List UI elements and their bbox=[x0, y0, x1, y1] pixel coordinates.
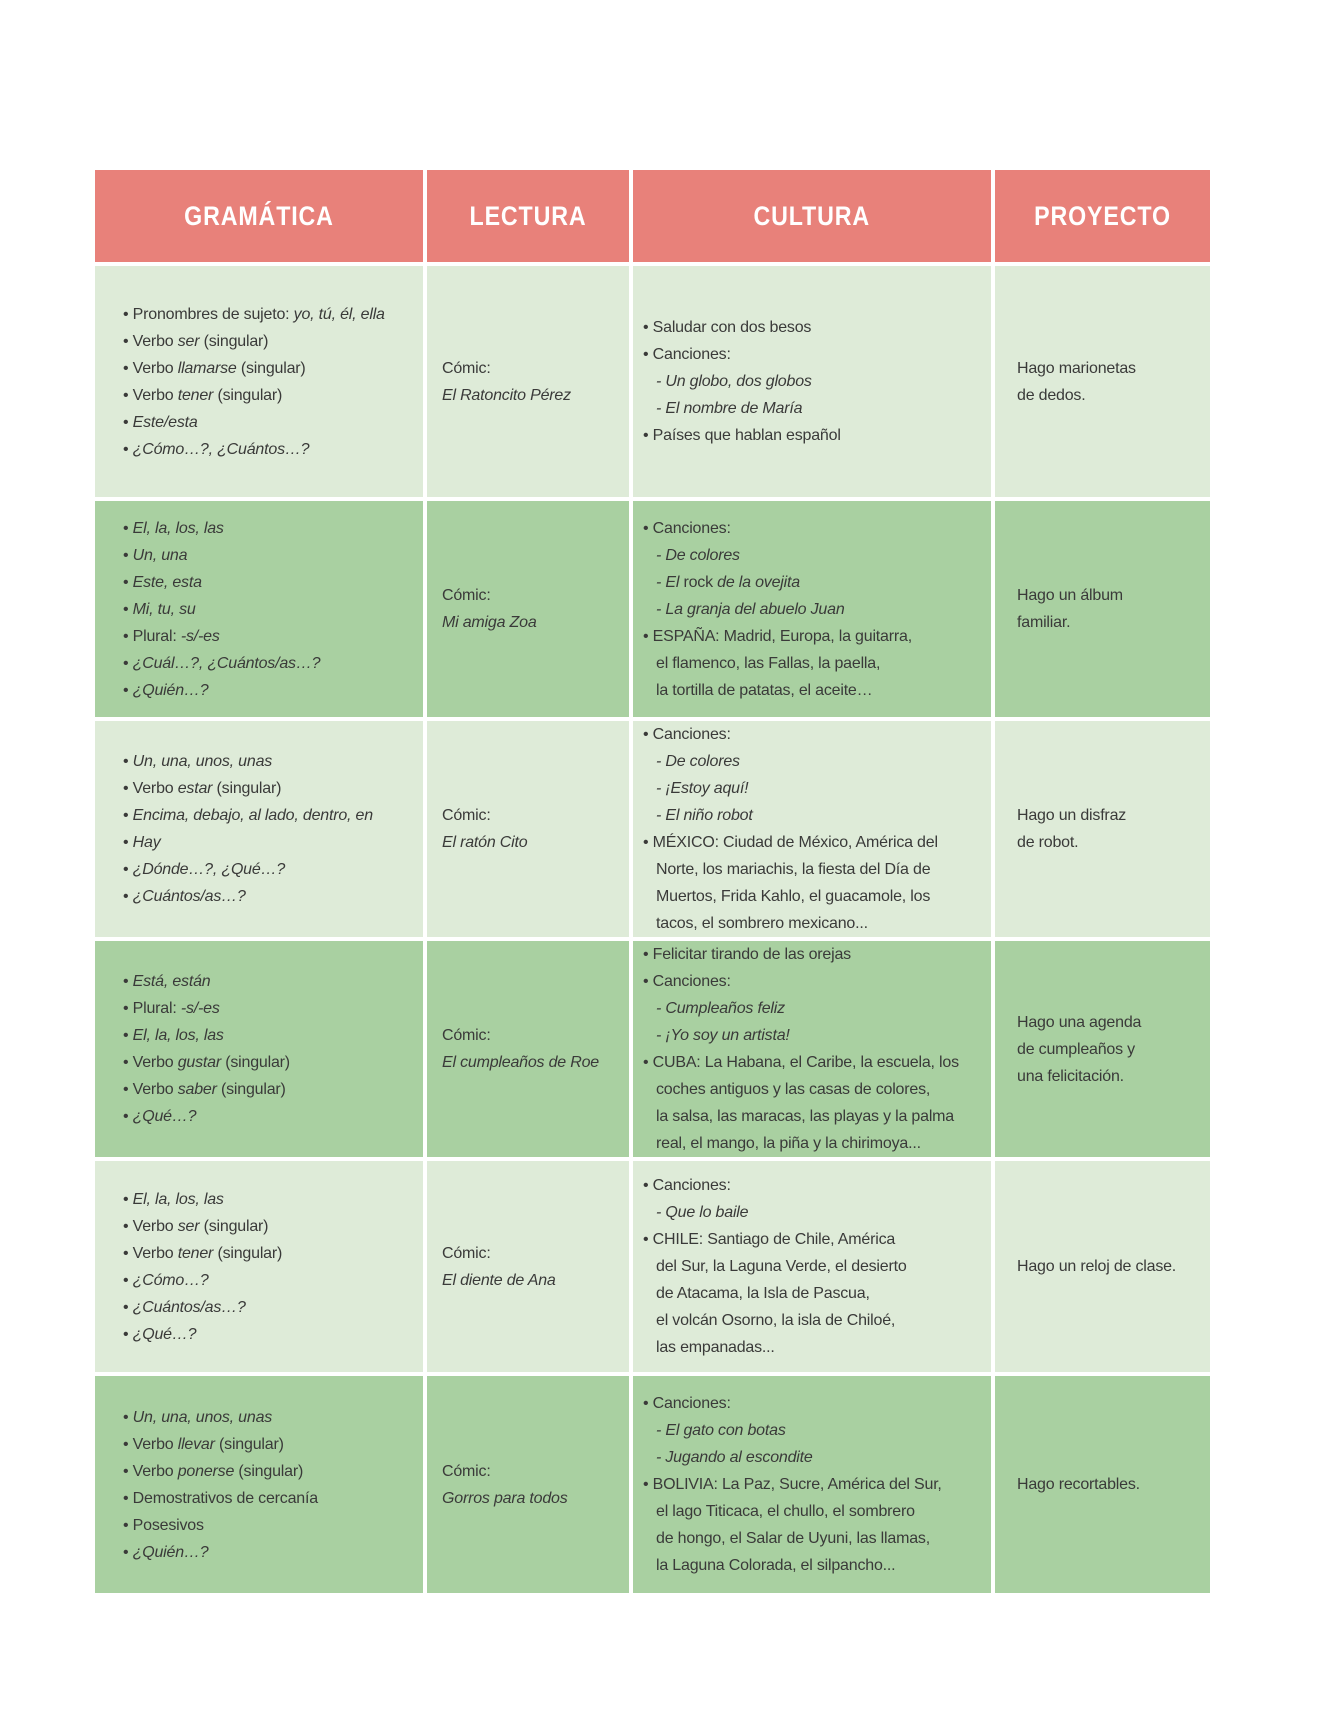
text-line bbox=[123, 542, 419, 569]
text-line bbox=[643, 941, 987, 968]
italic-text: El, la, los, las bbox=[132, 519, 224, 537]
text: (singular) bbox=[213, 386, 283, 404]
text-line bbox=[123, 883, 419, 910]
text: • Verbo bbox=[123, 1435, 178, 1453]
text-line bbox=[643, 721, 987, 748]
text-line bbox=[656, 748, 987, 775]
text: de Atacama, la Isla de Pascua, bbox=[656, 1285, 870, 1302]
cell-lectura bbox=[427, 501, 629, 717]
text-line bbox=[442, 802, 625, 829]
italic-text: El, la, los, las bbox=[132, 1190, 224, 1208]
cell-cultura bbox=[633, 1161, 991, 1372]
text: • bbox=[123, 834, 133, 851]
text: • bbox=[123, 546, 133, 564]
cell-proyecto bbox=[995, 1161, 1210, 1372]
italic-text: ¿Quién…? bbox=[132, 1543, 209, 1561]
text: Cómic: bbox=[442, 1027, 491, 1044]
italic-text: Mi, tu, su bbox=[132, 600, 196, 618]
italic-text: ¿Quién…? bbox=[132, 681, 209, 699]
text-line bbox=[442, 1458, 625, 1485]
text-line bbox=[123, 1103, 419, 1130]
text: real, el mango, la piña y la chirimoya... bbox=[656, 1135, 921, 1152]
text-line bbox=[123, 1213, 419, 1240]
text-line bbox=[656, 677, 987, 704]
text: • bbox=[123, 888, 133, 905]
italic-text: - De colores bbox=[656, 546, 740, 564]
text-line bbox=[442, 1240, 625, 1267]
text-line bbox=[442, 1049, 625, 1076]
text-line bbox=[656, 802, 987, 829]
text-line bbox=[442, 355, 625, 382]
text: una felicitación. bbox=[1017, 1067, 1124, 1085]
text: Norte, los mariachis, la fiesta del Día de bbox=[656, 861, 931, 878]
cell-lectura bbox=[427, 1161, 629, 1372]
text: Hago marionetas bbox=[1017, 359, 1136, 377]
italic-text: El cumpleaños de Roe bbox=[442, 1054, 599, 1071]
text-line bbox=[656, 1417, 987, 1444]
italic-text: Este, esta bbox=[132, 573, 202, 591]
cell-proyecto bbox=[995, 501, 1210, 717]
text: del Sur, la Laguna Verde, el desierto bbox=[656, 1258, 907, 1275]
text: • bbox=[123, 1190, 133, 1208]
italic-text: El Ratoncito Pérez bbox=[442, 386, 571, 404]
column-header-lectura bbox=[427, 170, 629, 262]
italic-text: El diente de Ana bbox=[442, 1271, 556, 1289]
text-line bbox=[442, 382, 625, 409]
text-line bbox=[123, 1267, 419, 1294]
text: (singular) bbox=[234, 1462, 304, 1480]
text-line bbox=[656, 883, 987, 910]
text: • Verbo bbox=[123, 1217, 178, 1235]
text-line bbox=[643, 623, 987, 650]
cell-gramatica bbox=[95, 501, 423, 717]
italic-text: - El nombre de María bbox=[656, 400, 803, 417]
text: • Verbo bbox=[123, 1081, 178, 1098]
text-line bbox=[123, 802, 419, 829]
text-line bbox=[123, 1076, 419, 1103]
text: • bbox=[123, 1271, 133, 1289]
cell-lectura bbox=[427, 266, 629, 497]
text: • Verbo bbox=[123, 386, 178, 404]
text-line bbox=[123, 1539, 419, 1566]
cell-proyecto bbox=[995, 721, 1210, 937]
text: • Canciones: bbox=[643, 346, 731, 363]
text-line bbox=[656, 1076, 987, 1103]
text-line bbox=[656, 569, 987, 596]
italic-text: - ¡Yo soy un artista! bbox=[656, 1027, 790, 1044]
text-line bbox=[442, 609, 625, 636]
text-line bbox=[656, 1498, 987, 1525]
cell-proyecto bbox=[995, 1376, 1210, 1593]
text: • BOLIVIA: La Paz, Sucre, América del Sur, bbox=[643, 1476, 942, 1493]
cell-lectura bbox=[427, 1376, 629, 1593]
italic-text: de la ovejita bbox=[712, 573, 800, 591]
text: • bbox=[123, 861, 133, 878]
text-line bbox=[656, 395, 987, 422]
text-line bbox=[656, 1334, 987, 1361]
text: el volcán Osorno, la isla de Chiloé, bbox=[656, 1312, 896, 1329]
text-line bbox=[1017, 829, 1206, 856]
text-line bbox=[643, 515, 987, 542]
text: la salsa, las maracas, las playas y la palma bbox=[656, 1108, 954, 1125]
text: Cómic: bbox=[442, 1462, 491, 1480]
text: • bbox=[123, 413, 133, 431]
text-line bbox=[1017, 1063, 1206, 1090]
text-line bbox=[643, 314, 987, 341]
text: • bbox=[123, 440, 133, 458]
text: • Demostrativos de cercanía bbox=[123, 1489, 318, 1507]
text: • Canciones: bbox=[643, 1395, 731, 1412]
italic-text: -s/-es bbox=[180, 1000, 220, 1017]
text-line bbox=[1017, 1253, 1206, 1280]
italic-text: ¿Cuántos/as…? bbox=[132, 1298, 246, 1316]
cell-gramatica bbox=[95, 266, 423, 497]
text-line bbox=[656, 1307, 987, 1334]
text: • CHILE: Santiago de Chile, América bbox=[643, 1231, 896, 1248]
text-line bbox=[643, 1390, 987, 1417]
text-line bbox=[123, 1512, 419, 1539]
curriculum-table bbox=[95, 170, 1210, 1593]
text-line bbox=[123, 1049, 419, 1076]
cell-cultura bbox=[633, 1376, 991, 1593]
text: (singular) bbox=[214, 1435, 284, 1453]
text: rock bbox=[683, 573, 713, 591]
text-line bbox=[656, 1253, 987, 1280]
text: (singular) bbox=[213, 1244, 283, 1262]
text: • Países que hablan español bbox=[643, 427, 841, 444]
italic-text: estar bbox=[177, 780, 213, 797]
text: • MÉXICO: Ciudad de México, América del bbox=[643, 834, 938, 851]
cell-proyecto bbox=[995, 266, 1210, 497]
italic-text: Está, están bbox=[132, 973, 211, 990]
cell-gramatica bbox=[95, 1161, 423, 1372]
text-line bbox=[656, 1199, 987, 1226]
text-line bbox=[123, 1240, 419, 1267]
text: • bbox=[123, 973, 133, 990]
text-line bbox=[123, 409, 419, 436]
column-header-cultura bbox=[633, 170, 991, 262]
text: de hongo, el Salar de Uyuni, las llamas, bbox=[656, 1530, 930, 1547]
italic-text: ¿Cuántos/as…? bbox=[132, 888, 246, 905]
text: (singular) bbox=[221, 1054, 290, 1071]
italic-text: - El bbox=[656, 573, 684, 591]
cell-proyecto bbox=[995, 941, 1210, 1157]
text-line bbox=[656, 1130, 987, 1157]
text: • Verbo bbox=[123, 332, 178, 350]
text: la Laguna Colorada, el silpancho... bbox=[656, 1557, 896, 1574]
text: Muertos, Frida Kahlo, el guacamole, los bbox=[656, 888, 931, 905]
italic-text: tener bbox=[177, 386, 214, 404]
text: • Verbo bbox=[123, 1462, 178, 1480]
cell-cultura bbox=[633, 266, 991, 497]
text-line bbox=[123, 1404, 419, 1431]
text-line bbox=[656, 1022, 987, 1049]
text-line bbox=[123, 995, 419, 1022]
text-line bbox=[656, 856, 987, 883]
text: • bbox=[123, 807, 133, 824]
text: • bbox=[123, 1108, 133, 1125]
text-line bbox=[123, 650, 419, 677]
text: (singular) bbox=[199, 1217, 269, 1235]
text: • Plural: bbox=[123, 627, 181, 645]
text-line bbox=[1017, 609, 1206, 636]
text-line bbox=[123, 1294, 419, 1321]
italic-text: - El gato con botas bbox=[656, 1422, 786, 1439]
text-line bbox=[123, 1485, 419, 1512]
text-line bbox=[123, 301, 419, 328]
text: • ESPAÑA: Madrid, Europa, la guitarra, bbox=[643, 627, 912, 645]
text: • CUBA: La Habana, el Caribe, la escuela, los bbox=[643, 1054, 959, 1071]
text: de dedos. bbox=[1017, 386, 1086, 404]
text-line bbox=[123, 856, 419, 883]
text: Hago recortables. bbox=[1017, 1476, 1140, 1493]
text-line bbox=[643, 1471, 987, 1498]
italic-text: ¿Cuál…?, ¿Cuántos/as…? bbox=[132, 654, 321, 672]
text-line bbox=[656, 995, 987, 1022]
italic-text: Mi amiga Zoa bbox=[442, 614, 537, 631]
text: • Pronombres de sujeto: bbox=[123, 305, 294, 323]
italic-text: Un, una, unos, unas bbox=[132, 1408, 273, 1426]
cell-gramatica bbox=[95, 941, 423, 1157]
text-line bbox=[123, 968, 419, 995]
italic-text: saber bbox=[177, 1081, 217, 1098]
text: Cómic: bbox=[442, 587, 491, 604]
text-line bbox=[643, 829, 987, 856]
text: (singular) bbox=[236, 359, 306, 377]
italic-text: llevar bbox=[177, 1435, 215, 1453]
text-line bbox=[656, 596, 987, 623]
text-line bbox=[442, 1485, 625, 1512]
cell-cultura bbox=[633, 501, 991, 717]
text-line bbox=[123, 596, 419, 623]
italic-text: - El niño robot bbox=[656, 807, 753, 824]
text: • Verbo bbox=[123, 1244, 178, 1262]
text: • bbox=[123, 1325, 133, 1343]
text: de cumpleaños y bbox=[1017, 1040, 1135, 1058]
text: • bbox=[123, 1408, 133, 1426]
italic-text: ¿Qué…? bbox=[132, 1108, 197, 1125]
text: • Felicitar tirando de las orejas bbox=[643, 946, 851, 963]
text: el flamenco, las Fallas, la paella, bbox=[656, 654, 881, 672]
cell-lectura bbox=[427, 941, 629, 1157]
column-header-label: CULTURA bbox=[753, 200, 871, 231]
text-line bbox=[123, 569, 419, 596]
text-line bbox=[123, 436, 419, 463]
text: el lago Titicaca, el chullo, el sombrero bbox=[656, 1503, 915, 1520]
cell-cultura bbox=[633, 721, 991, 937]
text: • bbox=[123, 753, 133, 770]
italic-text: El ratón Cito bbox=[442, 834, 528, 851]
text-line bbox=[643, 341, 987, 368]
text-line bbox=[656, 1552, 987, 1579]
text: Hago un disfraz bbox=[1017, 807, 1127, 824]
text: coches antiguos y las casas de colores, bbox=[656, 1081, 931, 1098]
text: • bbox=[123, 1298, 133, 1316]
text-line bbox=[123, 1431, 419, 1458]
text: (singular) bbox=[212, 780, 282, 797]
text-line bbox=[442, 829, 625, 856]
italic-text: - Un globo, dos globos bbox=[656, 373, 812, 390]
italic-text: - Que lo baile bbox=[656, 1204, 749, 1221]
text: • Saludar con dos besos bbox=[643, 319, 812, 336]
italic-text: ¿Cómo…?, ¿Cuántos…? bbox=[132, 440, 310, 458]
text: • bbox=[123, 573, 133, 591]
text: tacos, el sombrero mexicano... bbox=[656, 915, 868, 932]
text: Cómic: bbox=[442, 807, 491, 824]
italic-text: llamarse bbox=[177, 359, 237, 377]
text: • bbox=[123, 519, 133, 537]
text: • Posesivos bbox=[123, 1516, 204, 1534]
text-line bbox=[123, 748, 419, 775]
italic-text: Hay bbox=[132, 834, 161, 851]
text: • bbox=[123, 681, 133, 699]
text-line bbox=[643, 1226, 987, 1253]
text-line bbox=[656, 1103, 987, 1130]
column-header-gramatica bbox=[95, 170, 423, 262]
italic-text: - De colores bbox=[656, 753, 740, 770]
italic-text: tener bbox=[177, 1244, 214, 1262]
cell-gramatica bbox=[95, 721, 423, 937]
text: • Canciones: bbox=[643, 726, 731, 743]
cell-cultura bbox=[633, 941, 991, 1157]
text-line bbox=[656, 542, 987, 569]
italic-text: ser bbox=[177, 1217, 200, 1235]
text: Cómic: bbox=[442, 359, 491, 377]
text-line bbox=[1017, 1036, 1206, 1063]
italic-text: - Cumpleaños feliz bbox=[656, 1000, 785, 1017]
text: Hago un reloj de clase. bbox=[1017, 1258, 1177, 1275]
italic-text: ponerse bbox=[177, 1462, 235, 1480]
text-line bbox=[442, 582, 625, 609]
italic-text: - La granja del abuelo Juan bbox=[656, 600, 845, 618]
text-line bbox=[123, 1022, 419, 1049]
text: • Canciones: bbox=[643, 973, 731, 990]
text-line bbox=[1017, 802, 1206, 829]
italic-text: ¿Cómo…? bbox=[132, 1271, 209, 1289]
text-line bbox=[1017, 1009, 1206, 1036]
text-line bbox=[123, 829, 419, 856]
italic-text: - ¡Estoy aquí! bbox=[656, 780, 749, 797]
text: • bbox=[123, 600, 133, 618]
text: • Verbo bbox=[123, 359, 178, 377]
text: • Verbo bbox=[123, 780, 178, 797]
text: (singular) bbox=[216, 1081, 286, 1098]
text-line bbox=[656, 1280, 987, 1307]
text-line bbox=[123, 515, 419, 542]
italic-text: Encima, debajo, al lado, dentro, en bbox=[132, 807, 373, 824]
text-line bbox=[442, 1267, 625, 1294]
text-line bbox=[123, 328, 419, 355]
italic-text: Gorros para todos bbox=[442, 1489, 568, 1507]
text: • Canciones: bbox=[643, 519, 731, 537]
text: • bbox=[123, 1027, 133, 1044]
text-line bbox=[656, 1444, 987, 1471]
column-header-label: PROYECTO bbox=[1034, 200, 1171, 231]
text-line bbox=[656, 368, 987, 395]
text: (singular) bbox=[199, 332, 269, 350]
italic-text: ¿Qué…? bbox=[132, 1325, 197, 1343]
text-line bbox=[123, 355, 419, 382]
text-line bbox=[643, 1049, 987, 1076]
text-line bbox=[123, 1458, 419, 1485]
cell-lectura bbox=[427, 721, 629, 937]
italic-text: - Jugando al escondite bbox=[656, 1449, 813, 1466]
text-line bbox=[123, 1186, 419, 1213]
italic-text: gustar bbox=[177, 1054, 221, 1071]
text-line bbox=[1017, 582, 1206, 609]
text: la tortilla de patatas, el aceite… bbox=[656, 681, 873, 699]
italic-text: -s/-es bbox=[180, 627, 220, 645]
text-line bbox=[643, 422, 987, 449]
text-line bbox=[656, 650, 987, 677]
text-line bbox=[123, 677, 419, 704]
text: • bbox=[123, 654, 133, 672]
text: las empanadas... bbox=[656, 1339, 775, 1356]
italic-text: Un, una, unos, unas bbox=[132, 753, 273, 770]
italic-text: El, la, los, las bbox=[132, 1027, 224, 1044]
text: • Canciones: bbox=[643, 1177, 731, 1194]
text-line bbox=[442, 1022, 625, 1049]
italic-text: ser bbox=[177, 332, 200, 350]
column-header-label: GRAMÁTICA bbox=[184, 200, 334, 231]
column-header-label: LECTURA bbox=[469, 200, 587, 231]
text-line bbox=[656, 775, 987, 802]
text-line bbox=[1017, 382, 1206, 409]
text: Hago una agenda bbox=[1017, 1013, 1142, 1031]
italic-text: yo, tú, él, ella bbox=[293, 305, 385, 323]
text-line bbox=[656, 1525, 987, 1552]
text: • bbox=[123, 1543, 133, 1561]
text: Cómic: bbox=[442, 1244, 491, 1262]
text-line bbox=[656, 910, 987, 937]
text: • Plural: bbox=[123, 1000, 181, 1017]
text: • Verbo bbox=[123, 1054, 178, 1071]
text: de robot. bbox=[1017, 834, 1079, 851]
column-header-proyecto bbox=[995, 170, 1210, 262]
text-line bbox=[123, 623, 419, 650]
text-line bbox=[123, 775, 419, 802]
italic-text: ¿Dónde…?, ¿Qué…? bbox=[132, 861, 286, 878]
cell-gramatica bbox=[95, 1376, 423, 1593]
text-line bbox=[643, 968, 987, 995]
text-line bbox=[1017, 355, 1206, 382]
text-line bbox=[1017, 1471, 1206, 1498]
text-line bbox=[123, 382, 419, 409]
italic-text: Este/esta bbox=[132, 413, 198, 431]
italic-text: Un, una bbox=[132, 546, 188, 564]
text: Hago un álbum bbox=[1017, 587, 1123, 604]
text: familiar. bbox=[1017, 614, 1071, 631]
text-line bbox=[123, 1321, 419, 1348]
text-line bbox=[643, 1172, 987, 1199]
